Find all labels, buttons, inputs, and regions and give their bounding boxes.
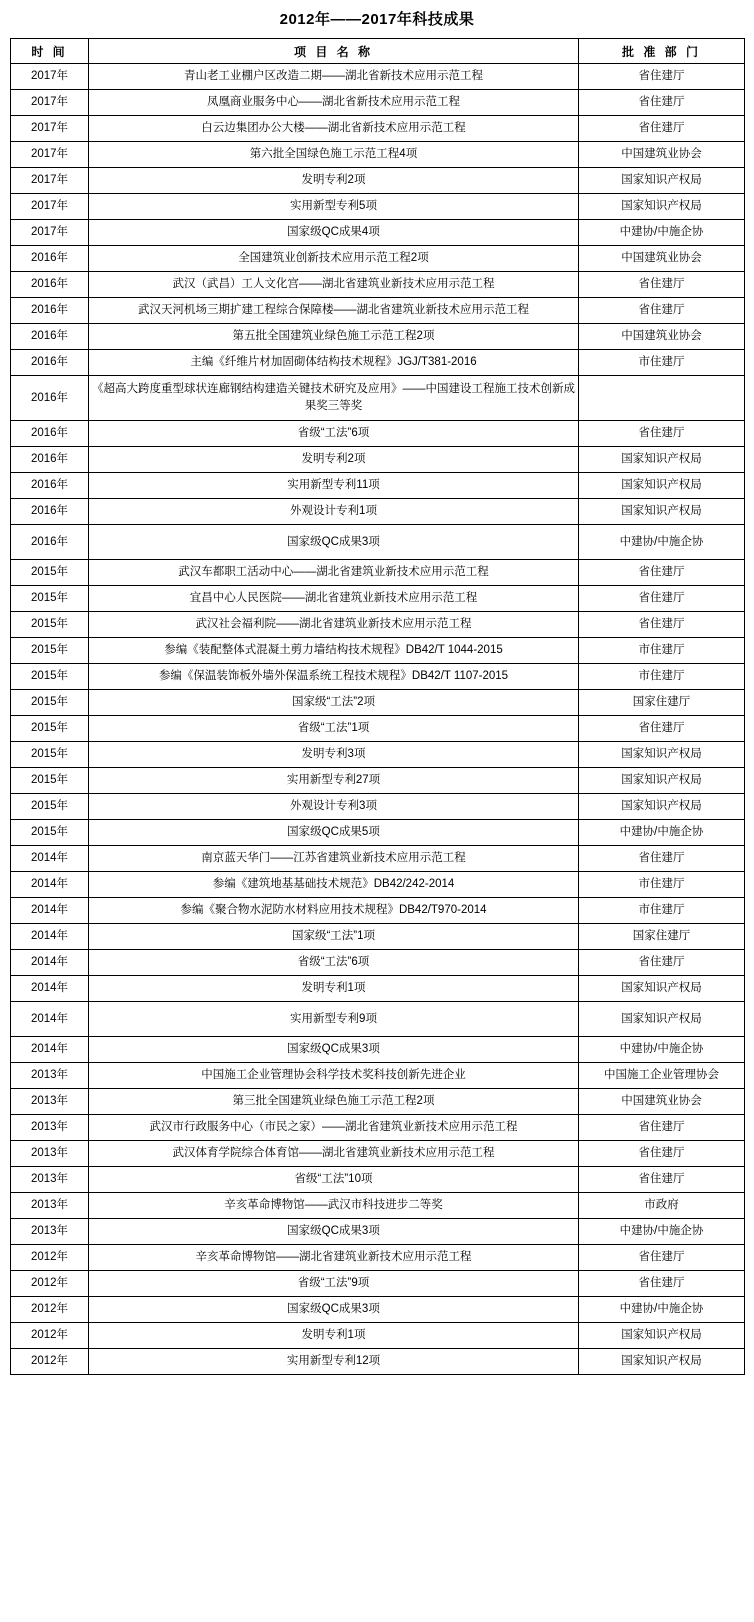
cell-time: 2016年 [11,272,89,298]
cell-approval-dept: 国家知识产权局 [579,1323,745,1349]
table-row [11,638,745,664]
table-row [11,664,745,690]
cell-approval-dept: 省住建厅 [579,1115,745,1141]
cell-time: 2014年 [11,846,89,872]
table-row [11,324,745,350]
cell-approval-dept: 省住建厅 [579,1271,745,1297]
cell-approval-dept: 市住建厅 [579,872,745,898]
cell-project-name: 国家级QC成果4项 [89,220,579,246]
page-title: 2012年——2017年科技成果 [279,11,475,28]
table-header [11,39,745,64]
table-row [11,872,745,898]
table-row [11,1323,745,1349]
cell-approval-dept: 市住建厅 [579,664,745,690]
cell-project-name: 国家级QC成果3项 [89,1219,579,1245]
table-row [11,612,745,638]
cell-time: 2016年 [11,473,89,499]
cell-time: 2013年 [11,1167,89,1193]
cell-approval-dept: 省住建厅 [579,116,745,142]
cell-approval-dept: 国家住建厅 [579,924,745,950]
cell-approval-dept: 市住建厅 [579,898,745,924]
cell-approval-dept: 省住建厅 [579,64,745,90]
cell-approval-dept: 中国建筑业协会 [579,246,745,272]
cell-time: 2012年 [11,1297,89,1323]
cell-project-name: 主编《纤维片材加固砌体结构技术规程》JGJ/T381-2016 [89,350,579,376]
cell-time: 2014年 [11,976,89,1002]
cell-project-name: 第五批全国建筑业绿色施工示范工程2项 [89,324,579,350]
cell-approval-dept: 市住建厅 [579,350,745,376]
table-row [11,499,745,525]
table-row [11,1219,745,1245]
cell-approval-dept: 省住建厅 [579,716,745,742]
cell-time: 2013年 [11,1219,89,1245]
cell-approval-dept: 国家知识产权局 [579,768,745,794]
table-row [11,1002,745,1037]
table-row [11,1115,745,1141]
table-row [11,1037,745,1063]
table-row [11,376,745,421]
cell-approval-dept: 国家知识产权局 [579,194,745,220]
cell-project-name: 省级“工法”6项 [89,950,579,976]
table-row [11,742,745,768]
cell-time: 2015年 [11,586,89,612]
cell-project-name: 国家级QC成果5项 [89,820,579,846]
cell-time: 2017年 [11,90,89,116]
cell-approval-dept: 省住建厅 [579,612,745,638]
cell-project-name: 实用新型专利9项 [89,1002,579,1037]
table-row [11,116,745,142]
table-row [11,473,745,499]
cell-project-name: 外观设计专利3项 [89,794,579,820]
cell-project-name: 武汉体育学院综合体育馆——湖北省建筑业新技术应用示范工程 [89,1141,579,1167]
cell-approval-dept: 中建协/中施企协 [579,820,745,846]
cell-project-name: 全国建筑业创新技术应用示范工程2项 [89,246,579,272]
cell-approval-dept: 省住建厅 [579,1167,745,1193]
table-row [11,716,745,742]
cell-time: 2015年 [11,716,89,742]
cell-approval-dept: 中建协/中施企协 [579,1037,745,1063]
cell-project-name: 宜昌中心人民医院——湖北省建筑业新技术应用示范工程 [89,586,579,612]
table-row [11,272,745,298]
cell-time: 2013年 [11,1063,89,1089]
cell-project-name: 实用新型专利12项 [89,1349,579,1375]
cell-approval-dept: 中建协/中施企协 [579,220,745,246]
cell-project-name: 参编《聚合物水泥防水材料应用技术规程》DB42/T970-2014 [89,898,579,924]
cell-approval-dept: 省住建厅 [579,1245,745,1271]
cell-time: 2015年 [11,612,89,638]
table-row [11,1245,745,1271]
table-row [11,1349,745,1375]
cell-time: 2012年 [11,1271,89,1297]
cell-project-name: 发明专利1项 [89,976,579,1002]
table-row [11,1063,745,1089]
cell-approval-dept: 国家知识产权局 [579,1349,745,1375]
column-header-approval-dept: 批 准 部 门 [579,39,745,64]
cell-time: 2014年 [11,898,89,924]
table-row [11,421,745,447]
table-row [11,525,745,560]
table-row [11,690,745,716]
cell-time: 2016年 [11,298,89,324]
cell-time: 2016年 [11,246,89,272]
cell-project-name: 南京蓝天华门——江苏省建筑业新技术应用示范工程 [89,846,579,872]
cell-project-name: 辛亥革命博物馆——武汉市科技进步二等奖 [89,1193,579,1219]
cell-approval-dept: 中国建筑业协会 [579,324,745,350]
cell-approval-dept: 中建协/中施企协 [579,1219,745,1245]
cell-time: 2015年 [11,664,89,690]
cell-time: 2015年 [11,820,89,846]
cell-project-name: 国家级QC成果3项 [89,525,579,560]
cell-approval-dept: 中国建筑业协会 [579,1089,745,1115]
cell-project-name: 省级“工法”1项 [89,716,579,742]
table-row [11,1297,745,1323]
cell-project-name: 白云边集团办公大楼——湖北省新技术应用示范工程 [89,116,579,142]
cell-approval-dept: 省住建厅 [579,272,745,298]
table-row [11,820,745,846]
cell-time: 2016年 [11,447,89,473]
table-row [11,924,745,950]
cell-approval-dept: 中国建筑业协会 [579,142,745,168]
cell-project-name: 凤凰商业服务中心——湖北省新技术应用示范工程 [89,90,579,116]
table-row [11,1271,745,1297]
cell-time: 2013年 [11,1115,89,1141]
cell-approval-dept: 国家知识产权局 [579,976,745,1002]
table-row [11,846,745,872]
cell-time: 2017年 [11,64,89,90]
cell-project-name: 武汉社会福利院——湖北省建筑业新技术应用示范工程 [89,612,579,638]
cell-project-name: 参编《装配整体式混凝土剪力墙结构技术规程》DB42/T 1044-2015 [89,638,579,664]
cell-project-name: 国家级QC成果3项 [89,1297,579,1323]
cell-project-name: 参编《保温装饰板外墙外保温系统工程技术规程》DB42/T 1107-2015 [89,664,579,690]
table-row [11,447,745,473]
cell-project-name: 发明专利2项 [89,168,579,194]
table-row [11,950,745,976]
table-row [11,246,745,272]
cell-project-name: 武汉天河机场三期扩建工程综合保障楼——湖北省建筑业新技术应用示范工程 [89,298,579,324]
table-row [11,560,745,586]
table-row [11,976,745,1002]
cell-project-name: 中国施工企业管理协会科学技术奖科技创新先进企业 [89,1063,579,1089]
cell-project-name: 国家级“工法”2项 [89,690,579,716]
cell-time: 2012年 [11,1349,89,1375]
cell-time: 2016年 [11,421,89,447]
table-row [11,90,745,116]
cell-approval-dept: 省住建厅 [579,586,745,612]
cell-project-name: 武汉（武昌）工人文化宫——湖北省建筑业新技术应用示范工程 [89,272,579,298]
table-row [11,168,745,194]
cell-approval-dept: 市住建厅 [579,638,745,664]
cell-project-name: 《超高大跨度重型球状连廊钢结构建造关键技术研究及应用》——中国建设工程施工技术创新成果奖三等奖 [89,376,579,421]
cell-time: 2015年 [11,768,89,794]
column-header-project-name: 项 目 名 称 [89,39,579,64]
cell-time: 2015年 [11,742,89,768]
cell-approval-dept: 市政府 [579,1193,745,1219]
cell-time: 2016年 [11,324,89,350]
cell-approval-dept: 省住建厅 [579,421,745,447]
cell-project-name: 省级“工法”9项 [89,1271,579,1297]
cell-approval-dept: 省住建厅 [579,298,745,324]
cell-approval-dept: 中国施工企业管理协会 [579,1063,745,1089]
cell-project-name: 参编《建筑地基基础技术规范》DB42/242-2014 [89,872,579,898]
cell-approval-dept: 国家知识产权局 [579,742,745,768]
table-row [11,1141,745,1167]
cell-approval-dept: 中建协/中施企协 [579,525,745,560]
cell-project-name: 青山老工业棚户区改造二期——湖北省新技术应用示范工程 [89,64,579,90]
table-header-row [11,39,745,64]
science-achievements-table [10,38,745,1375]
cell-approval-dept: 国家知识产权局 [579,794,745,820]
cell-approval-dept: 省住建厅 [579,1141,745,1167]
cell-approval-dept: 国家知识产权局 [579,499,745,525]
cell-time: 2015年 [11,560,89,586]
cell-project-name: 发明专利2项 [89,447,579,473]
cell-approval-dept: 国家知识产权局 [579,447,745,473]
table-row [11,220,745,246]
cell-project-name: 发明专利3项 [89,742,579,768]
cell-project-name: 实用新型专利27项 [89,768,579,794]
cell-approval-dept: 省住建厅 [579,560,745,586]
table-row [11,1167,745,1193]
cell-time: 2017年 [11,116,89,142]
cell-time: 2017年 [11,194,89,220]
cell-approval-dept: 省住建厅 [579,950,745,976]
table-body [11,64,745,1375]
cell-time: 2017年 [11,220,89,246]
cell-time: 2014年 [11,1002,89,1037]
cell-project-name: 辛亥革命博物馆——湖北省建筑业新技术应用示范工程 [89,1245,579,1271]
cell-time: 2012年 [11,1245,89,1271]
table-row [11,64,745,90]
cell-time: 2016年 [11,376,89,421]
table-row [11,794,745,820]
cell-time: 2015年 [11,794,89,820]
cell-project-name: 省级“工法”10项 [89,1167,579,1193]
cell-project-name: 发明专利1项 [89,1323,579,1349]
cell-time: 2013年 [11,1141,89,1167]
cell-approval-dept: 国家住建厅 [579,690,745,716]
table-row [11,1193,745,1219]
cell-time: 2014年 [11,1037,89,1063]
cell-time: 2015年 [11,638,89,664]
cell-project-name: 国家级“工法”1项 [89,924,579,950]
cell-project-name: 第六批全国绿色施工示范工程4项 [89,142,579,168]
table-row [11,1089,745,1115]
cell-project-name: 省级“工法”6项 [89,421,579,447]
cell-project-name: 外观设计专利1项 [89,499,579,525]
table-row [11,142,745,168]
table-row [11,298,745,324]
cell-time: 2014年 [11,872,89,898]
cell-time: 2013年 [11,1089,89,1115]
cell-time: 2014年 [11,924,89,950]
table-row [11,194,745,220]
cell-time: 2015年 [11,690,89,716]
cell-time: 2017年 [11,142,89,168]
cell-approval-dept: 国家知识产权局 [579,1002,745,1037]
cell-approval-dept: 中建协/中施企协 [579,1297,745,1323]
cell-project-name: 实用新型专利11项 [89,473,579,499]
cell-time: 2012年 [11,1323,89,1349]
cell-time: 2013年 [11,1193,89,1219]
cell-time: 2016年 [11,499,89,525]
cell-time: 2016年 [11,525,89,560]
table-row [11,586,745,612]
cell-project-name: 实用新型专利5项 [89,194,579,220]
cell-time: 2014年 [11,950,89,976]
cell-project-name: 武汉市行政服务中心（市民之家）——湖北省建筑业新技术应用示范工程 [89,1115,579,1141]
cell-approval-dept [579,376,745,421]
cell-approval-dept: 国家知识产权局 [579,473,745,499]
cell-project-name: 第三批全国建筑业绿色施工示范工程2项 [89,1089,579,1115]
table-row [11,898,745,924]
cell-project-name: 国家级QC成果3项 [89,1037,579,1063]
cell-approval-dept: 国家知识产权局 [579,168,745,194]
cell-time: 2016年 [11,350,89,376]
cell-project-name: 武汉车都职工活动中心——湖北省建筑业新技术应用示范工程 [89,560,579,586]
cell-time: 2017年 [11,168,89,194]
cell-approval-dept: 省住建厅 [579,90,745,116]
column-header-time: 时 间 [11,39,89,64]
table-row [11,350,745,376]
cell-approval-dept: 省住建厅 [579,846,745,872]
table-row [11,768,745,794]
